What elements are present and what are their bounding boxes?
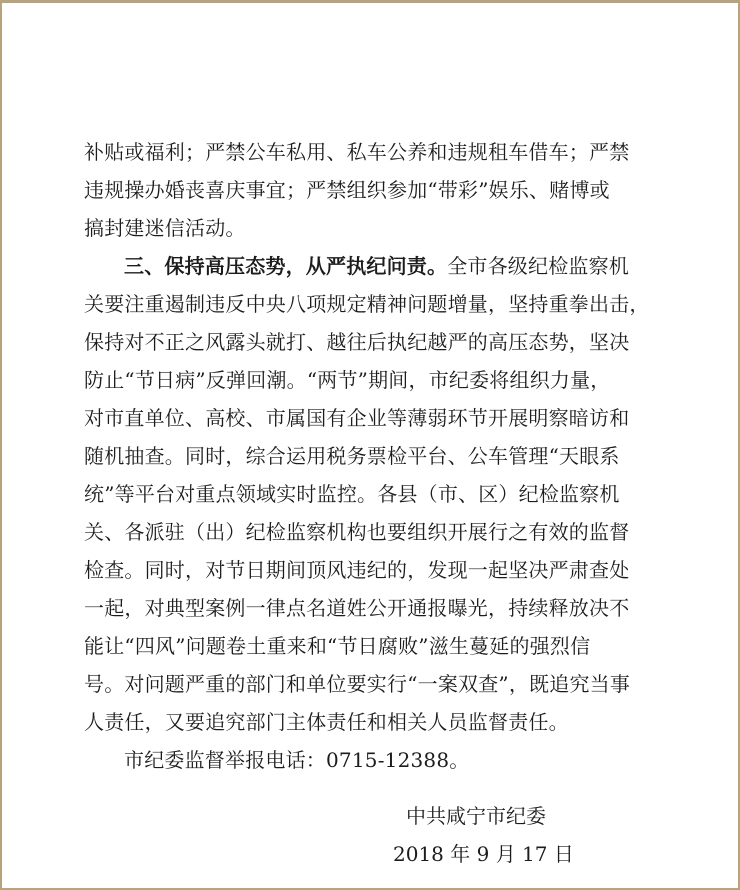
section-3-line: 保持对不正之风露头就打、越往后执纪越严的高压态势，坚决 bbox=[84, 330, 630, 354]
section-3-line: 一起，对典型案例一律点名道姓公开通报曝光，持续释放决不 bbox=[84, 596, 630, 620]
section-3-line: 对市直单位、高校、市属国有企业等薄弱环节开展明察暗访和 bbox=[84, 406, 630, 430]
section-3-line: 关要注重遏制违反中央八项规定精神问题增量，坚持重拳出击， bbox=[84, 292, 650, 316]
paragraph-line: 补贴或福利；严禁公车私用、私车公养和违规租车借车；严禁 bbox=[84, 140, 630, 164]
section-3-line: 人责任，又要追究部门主体责任和相关人员监督责任。 bbox=[84, 710, 569, 734]
section-3-line: 随机抽查。同时，综合运用税务票检平台、公车管理“天眼系 bbox=[84, 444, 620, 468]
signature-org: 中共咸宁市纪委 bbox=[406, 804, 546, 828]
section-3-line: 检查。同时，对节日期间顶风违纪的，发现一起坚决严肃查处 bbox=[84, 558, 630, 582]
section-3-line: 统”等平台对重点领域实时监控。各县（市、区）纪检监察机 bbox=[84, 482, 620, 506]
section-3-line: 号。对问题严重的部门和单位要实行“一案双查”，既追究当事 bbox=[84, 672, 631, 696]
section-3-heading: 三、保持高压态势，从严执纪问责。 bbox=[124, 254, 448, 278]
signature-date: 2018 年 9 月 17 日 bbox=[393, 842, 574, 866]
paragraph-line: 搞封建迷信活动。 bbox=[84, 216, 246, 240]
section-3-first-line bbox=[124, 254, 629, 278]
paragraph-line: 违规操办婚丧喜庆事宜；严禁组织参加“带彩”娱乐、赌博或 bbox=[84, 178, 610, 202]
section-3-line: 能让“四风”问题卷土重来和“节日腐败”滋生蔓延的强烈信 bbox=[84, 634, 591, 658]
section-3-line: 防止“节日病”反弹回潮。“两节”期间，市纪委将组织力量， bbox=[84, 368, 611, 392]
section-3-first-line-text: 全市各级纪检监察机 bbox=[447, 254, 630, 278]
section-3-line: 关、各派驻（出）纪检监察机构也要组织开展行之有效的监督 bbox=[84, 520, 630, 544]
hotline-text: 市纪委监督举报电话：0715-12388。 bbox=[124, 748, 470, 772]
page-top-border bbox=[2, 0, 738, 3]
